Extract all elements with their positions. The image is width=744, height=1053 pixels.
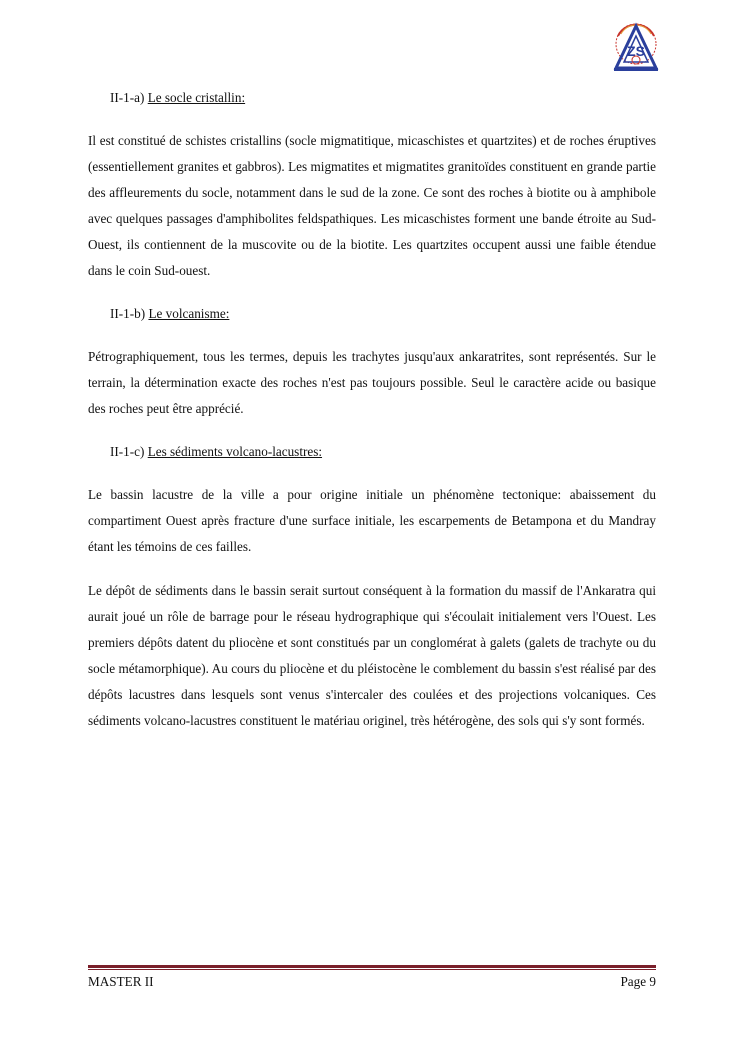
paragraph: Le bassin lacustre de la ville a pour origine initiale un phénomène tectonique: abaissement du compartiment Ouest après fracture d'une surface initiale, les escarpements de Betampona et du Mandray étant les témoins de ces failles. (88, 487, 656, 554)
paragraph: Il est constitué de schistes cristallins (socle migmatitique, micaschistes et quartzites) et de roches éruptives (essentiellement granites et gabbros). Les migmatites et migmatites granitoïdes constituent en grande partie des affleurements du socle, notamment dans le sud de la zone. Ce sont des roches à biotite ou à amphibole avec quelques passages d'amphibolites feldspathiques. Les micaschistes forment une bande étroite au Sud-Ouest, ils contiennent de la muscovite ou de la biotite. Les quartzites occupent aussi une faible étendue dans le coin Sud-ouest. (88, 133, 656, 278)
svg-text:ZS: ZS (627, 43, 645, 59)
page-number: Page 9 (620, 974, 656, 989)
section-heading-volcanisme (88, 302, 656, 326)
section-number: II-1-a) (110, 90, 148, 105)
footer-title: MASTER II (88, 974, 154, 989)
section-title: Le socle cristallin: (147, 90, 246, 105)
section-title: Les sédiments volcano-lacustres: (147, 444, 323, 459)
footer-divider-thin (88, 969, 656, 970)
section-heading-sediments (88, 440, 656, 464)
page-footer (88, 973, 656, 991)
footer-divider (88, 965, 656, 970)
section-number: II-1-b) (110, 306, 149, 321)
main-content (88, 86, 656, 752)
section-title: Le volcanisme: (148, 306, 230, 321)
paragraph: Pétrographiquement, tous les termes, depuis les trachytes jusqu'aux ankaratrites, sont représentés. Sur le terrain, la détermination exacte des roches n'est pas toujours possible. Seul le caractère acide ou basique des roches peut être apprécié. (88, 349, 656, 416)
footer-divider-thick (88, 965, 656, 968)
section-heading-socle (88, 86, 656, 110)
paragraph: Le dépôt de sédiments dans le bassin serait surtout conséquent à la formation du massif de l'Ankaratra qui aurait joué un rôle de barrage pour le réseau hydrographique qui s'écoulait initialement vers l'Ouest. Les premiers dépôts datent du pliocène et sont constitués par un conglomérat à galets (galets de trachyte ou du socle métamorphique). Au cours du pliocène et du pléistocène le comblement du bassin s'est réalisé par des dépôts lacustres dans lesquels sont venus s'intercaler des coulées et des projections volcaniques. Ces sédiments volcano-lacustres constituent le matériau originel, très hétérogène, des sols qui s'y sont formés. (88, 583, 656, 728)
institution-emblem-icon (604, 14, 668, 78)
section-number: II-1-c) (110, 444, 148, 459)
